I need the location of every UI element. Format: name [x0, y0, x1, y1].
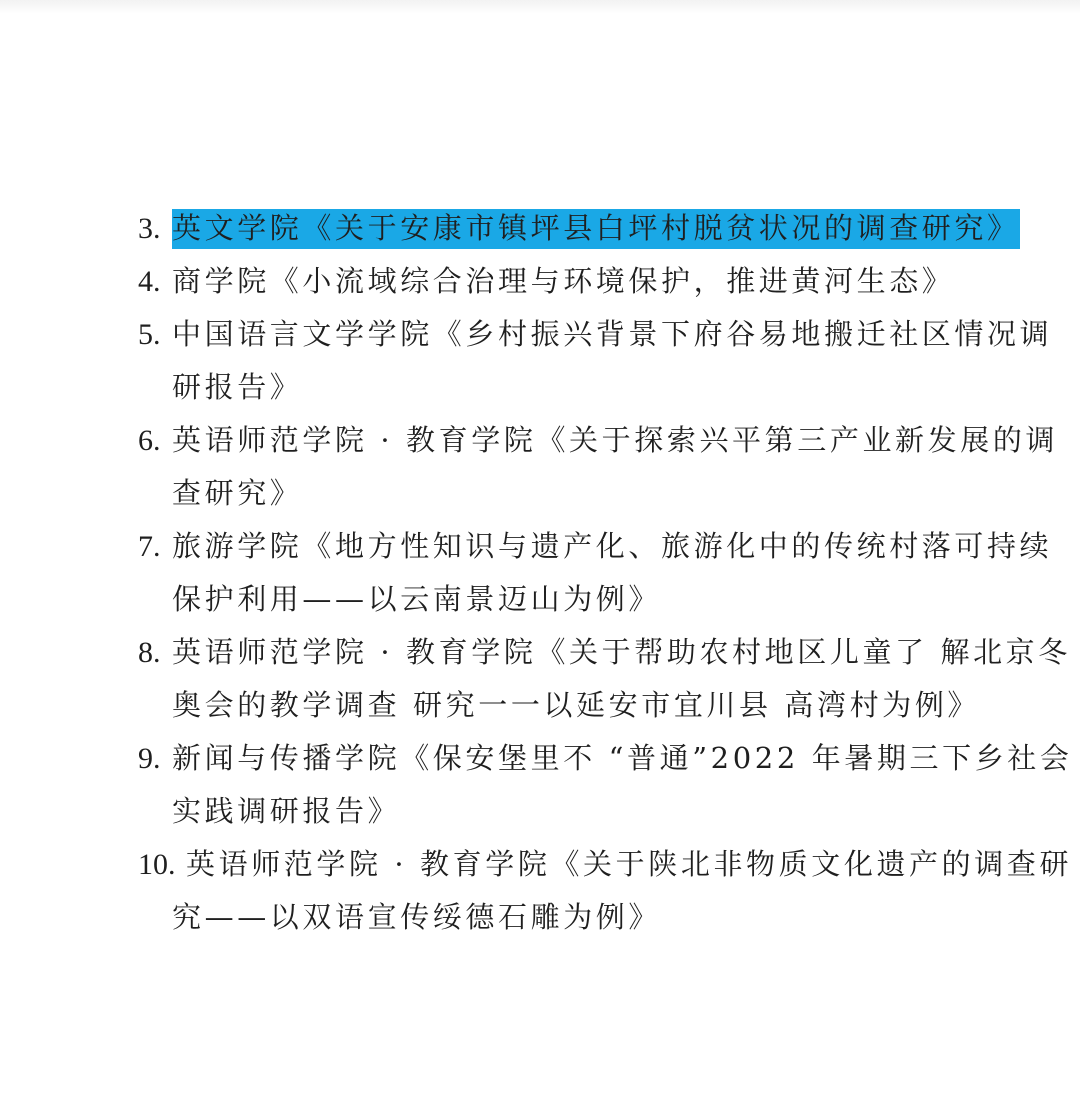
- entry-continuation: 究——以双语宣传绥德石雕为例》: [172, 900, 662, 934]
- entry-continuation: 保护利用——以云南景迈山为例》: [172, 582, 662, 616]
- list-number: 3.: [138, 212, 161, 245]
- list-item: [138, 255, 1038, 308]
- entry-title: 旅游学院《地方性知识与遗产化、旅游化中的传统村落可持续: [172, 529, 1053, 563]
- list-number: 4.: [138, 265, 161, 298]
- list-item: [138, 414, 1059, 520]
- list-item: [138, 520, 1053, 626]
- list-number: 9.: [138, 742, 161, 775]
- list-item: [138, 732, 1073, 838]
- list-item: [138, 202, 1038, 255]
- list-item: [138, 838, 1073, 944]
- entry-continuation: 实践调研报告》: [172, 794, 401, 828]
- list-item: [138, 626, 1071, 732]
- list-number: 8.: [138, 636, 161, 669]
- entry-continuation: 奥会的教学调查 研究一一以延安市宜川县 高湾村为例》: [172, 688, 981, 722]
- entry-continuation: 研报告》: [172, 370, 303, 404]
- list-number: 5.: [138, 318, 161, 351]
- entry-title: 英语师范学院 · 教育学院《关于探索兴平第三产业新发展的调: [172, 423, 1059, 457]
- highlighted-title: 英文学院《关于安康市镇坪县白坪村脱贫状况的调查研究》: [172, 209, 1020, 249]
- entry-title: 英语师范学院 · 教育学院《关于陕北非物质文化遗产的调查研: [186, 847, 1073, 881]
- entry-title: 英语师范学院 · 教育学院《关于帮助农村地区儿童了 解北京冬: [172, 635, 1071, 669]
- list-number: 6.: [138, 424, 161, 457]
- list-number: 10.: [138, 848, 176, 881]
- list-number: 7.: [138, 530, 161, 563]
- entry-title: 商学院《小流域综合治理与环境保护，推进黄河生态》: [172, 264, 955, 298]
- entry-continuation: 查研究》: [172, 476, 303, 510]
- list-item: [138, 308, 1053, 414]
- entry-title: 中国语言文学学院《乡村振兴背景下府谷易地搬迁社区情况调: [172, 317, 1053, 351]
- entry-title: 新闻与传播学院《保安堡里不 “普通”2022 年暑期三下乡社会: [172, 741, 1073, 775]
